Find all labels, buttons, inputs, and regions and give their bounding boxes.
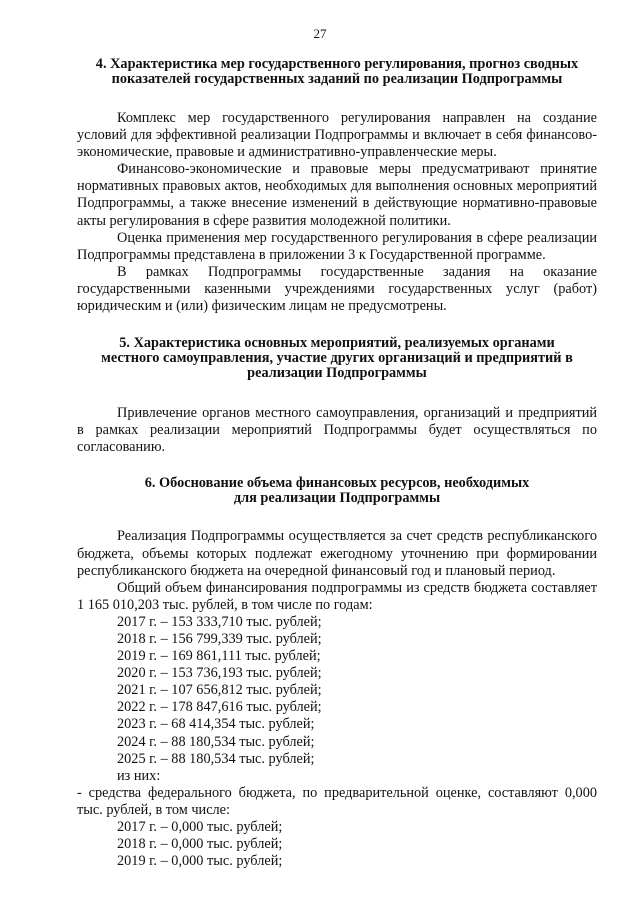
list-item: 2022 г. – 178 847,616 тыс. рублей;: [117, 699, 322, 716]
list-item: из них:: [117, 767, 161, 784]
list-item: 2018 г. – 156 799,339 тыс. рублей;: [117, 630, 322, 647]
heading-line: 6. Обоснование объема финансовых ресурсов, необходимых: [144, 475, 530, 492]
list-item: 2020 г. – 153 736,193 тыс. рублей;: [117, 665, 322, 682]
heading-line: реализации Подпрограммы: [247, 365, 427, 382]
federal-funding-by-year-list: [77, 819, 597, 870]
paragraph: Оценка применения мер государственного регулирования в сфере реализации Подпрограммы представлена в приложении 3 к Государственной программе.: [77, 229, 597, 263]
heading-line: 5. Характеристика основных мероприятий, реализуемых органами: [119, 335, 555, 352]
paragraph: Финансово-экономические и правовые меры предусматривают принятие нормативных правовых актов, необходимых для выполнения основных мероприятий Подпрограммы, а также внесение изменений в действующие нормативно-правовые акты регулирования в сфере развития молодежной политики.: [77, 161, 597, 229]
section-5-heading: [77, 336, 597, 381]
section-4-heading: [77, 57, 597, 87]
list-item: 2024 г. – 88 180,534 тыс. рублей;: [117, 733, 315, 750]
document-body: [77, 57, 597, 870]
heading-line: для реализации Подпрограммы: [233, 490, 441, 507]
heading-line: показателей государственных заданий по реализации Подпрограммы: [111, 71, 563, 87]
section-5-body: [77, 405, 597, 456]
list-item: 2017 г. – 153 333,710 тыс. рублей;: [117, 613, 322, 630]
section-6-body: [77, 528, 597, 870]
list-item: 2019 г. – 0,000 тыс. рублей;: [117, 853, 283, 870]
paragraph: Комплекс мер государственного регулирования направлен на создание условий для эффективной реализации Подпрограммы и включает в себя финансово-экономические, правовые и административно-управленческие меры.: [77, 110, 597, 161]
heading-line: 4. Характеристика мер государственного регулирования, прогноз сводных: [95, 56, 579, 72]
list-item: 2021 г. – 107 656,812 тыс. рублей;: [117, 682, 322, 699]
paragraph: Общий объем финансирования подпрограммы из средств бюджета составляет 1 165 010,203 тыс. рублей, в том числе по годам:: [77, 579, 597, 613]
list-item: 2017 г. – 0,000 тыс. рублей;: [117, 819, 283, 835]
paragraph: В рамках Подпрограммы государственные задания на оказание государственными казенными учреждениями государственных услуг (работ) юридическим и (или) физическим лицам не предусмотрены.: [77, 263, 597, 315]
page-number: 27: [313, 26, 327, 41]
paragraph: Привлечение органов местного самоуправления, организаций и предприятий в рамках реализации мероприятий Подпрограммы будет осуществляться по согласованию.: [77, 405, 597, 456]
list-item: 2019 г. – 169 861,111 тыс. рублей;: [117, 648, 321, 665]
list-item: 2023 г. – 68 414,354 тыс. рублей;: [117, 716, 315, 733]
list-item: 2025 г. – 88 180,534 тыс. рублей;: [117, 750, 315, 767]
funding-by-year-list: [77, 614, 597, 785]
paragraph: - средства федерального бюджета, по предварительной оценке, составляют 0,000 тыс. рублей, в том числе:: [77, 784, 597, 818]
paragraph: Реализация Подпрограммы осуществляется за счет средств республиканского бюджета, объемы которых подлежат ежегодному уточнению при формировании республиканского бюджета на очередной финансовый год и плановый период.: [77, 528, 597, 579]
section-4-body: [77, 110, 597, 315]
list-item: 2018 г. – 0,000 тыс. рублей;: [117, 836, 283, 853]
heading-line: местного самоуправления, участие других организаций и предприятий в: [101, 350, 573, 367]
section-6-heading: [77, 476, 597, 506]
